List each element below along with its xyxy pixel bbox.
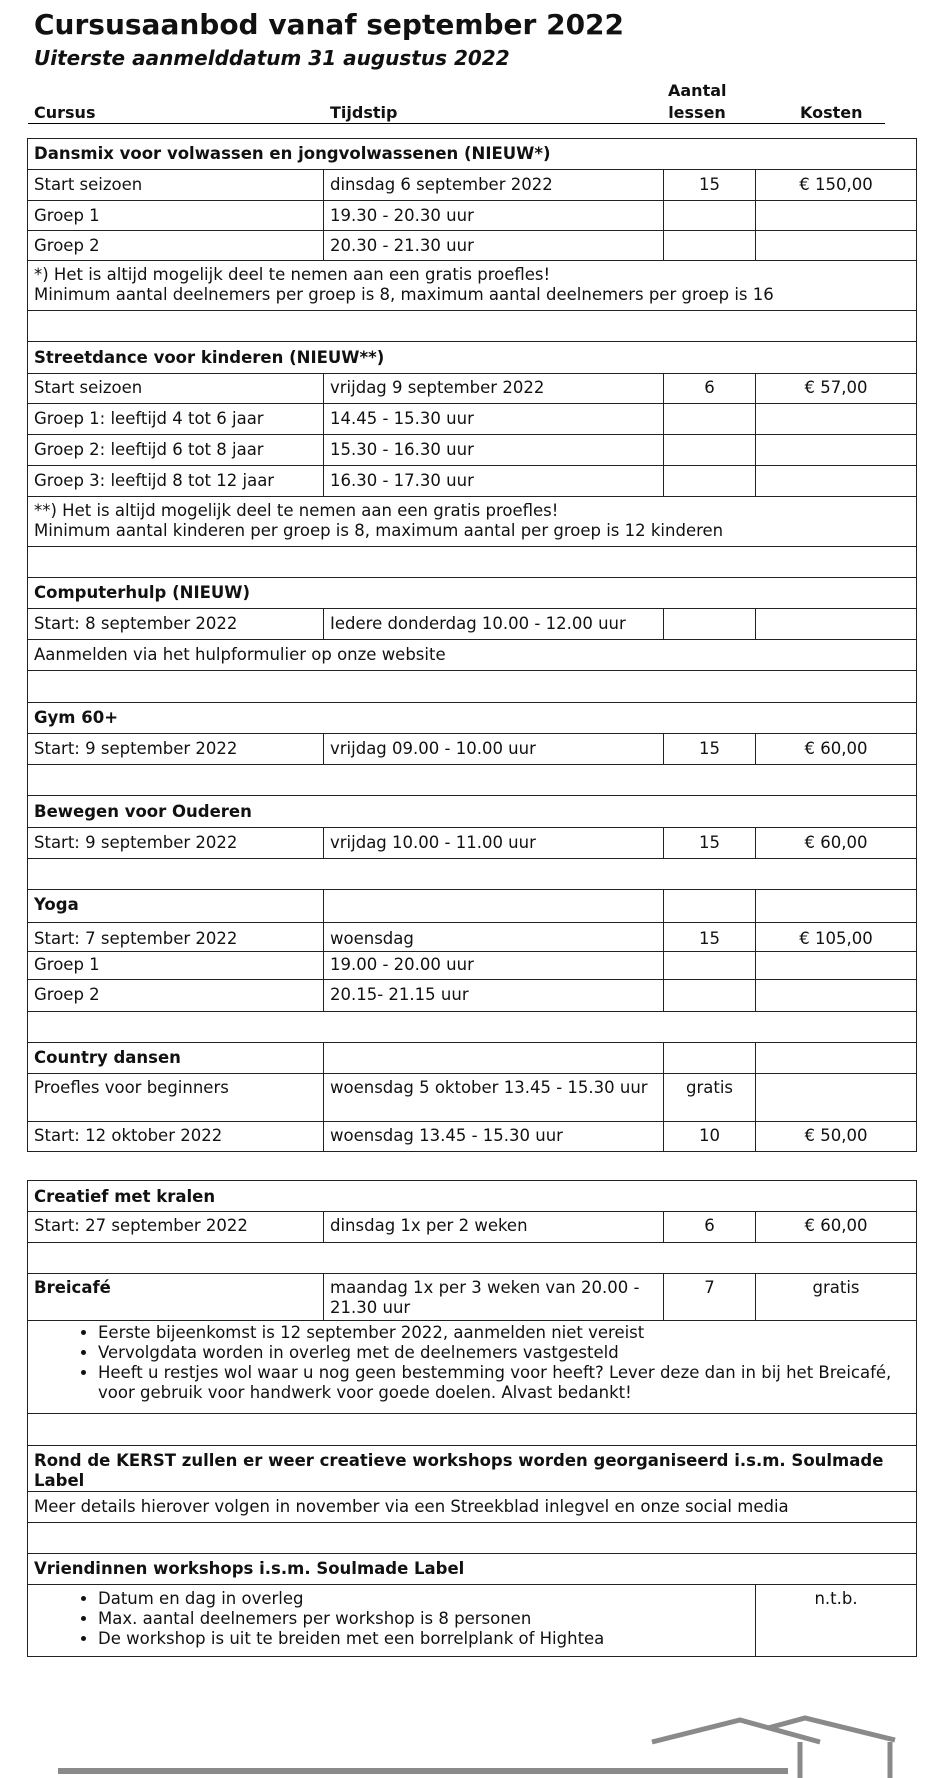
spacer-row: [28, 1414, 917, 1446]
cell-kosten: [756, 231, 917, 261]
cell-lessen: [664, 1043, 756, 1074]
section-streetdance-title: [28, 342, 917, 374]
spacer-cell: [28, 1414, 917, 1446]
cell-lessen: 15: [664, 170, 756, 201]
list-item: • Heeft u restjes wol waar u nog geen bestemming voor heeft? Lever deze dan in bij het Breicafé, voor gebruik voor handwerk voor goede doelen. Alvast bedankt!: [98, 1363, 910, 1403]
cell-kosten: [756, 404, 917, 435]
spacer-cell: [28, 311, 917, 342]
cell-lessen: 10: [664, 1122, 756, 1152]
cell-tijdstip: vrijdag 9 september 2022: [324, 374, 664, 404]
cell-tijdstip: woensdag: [324, 923, 664, 952]
cell-kosten: [756, 201, 917, 231]
note-cell: [28, 1585, 756, 1657]
spacer-cell: [28, 671, 917, 703]
cell-cursus: Groep 1: [28, 201, 324, 231]
cell-tijdstip: vrijdag 10.00 - 11.00 uur: [324, 828, 664, 859]
section-title: Gym 60+: [28, 703, 917, 734]
cell-lessen: 15: [664, 828, 756, 859]
spacer-cell: [28, 1243, 917, 1274]
cell-kosten: € 60,00: [756, 1212, 917, 1243]
table-row: [28, 1585, 917, 1657]
cell-lessen: 7: [664, 1274, 756, 1321]
cell-cursus: Groep 1: [28, 952, 324, 980]
section-title: Bewegen voor Ouderen: [28, 796, 917, 828]
table-row: [28, 1122, 917, 1152]
table-row: [28, 201, 917, 231]
list-item: • Datum en dag in overleg: [98, 1589, 749, 1609]
cell-lessen: 6: [664, 374, 756, 404]
spacer-row: [28, 671, 917, 703]
cell-lessen: [664, 980, 756, 1012]
note-line: Minimum aantal deelnemers per groep is 8, maximum aantal deelnemers per groep is 16: [34, 285, 774, 304]
cell-tijdstip: 19.00 - 20.00 uur: [324, 952, 664, 980]
table-row: [28, 466, 917, 497]
cell-tijdstip: 14.45 - 15.30 uur: [324, 404, 664, 435]
column-header-cursus: Cursus: [34, 103, 96, 122]
section-kerst-title: [28, 1446, 917, 1492]
cell-tijdstip: vrijdag 09.00 - 10.00 uur: [324, 734, 664, 765]
cell-kosten: [756, 466, 917, 497]
bullet-list: [34, 1323, 910, 1403]
house-logo-icon: [0, 1680, 939, 1778]
cell-tijdstip: 16.30 - 17.30 uur: [324, 466, 664, 497]
table-row: [28, 404, 917, 435]
spacer-row: [28, 765, 917, 796]
course-table-2: [27, 1180, 917, 1657]
cell-kosten: € 105,00: [756, 923, 917, 952]
note-cell: Aanmelden via het hulpformulier op onze website: [28, 640, 917, 671]
cell-lessen: 15: [664, 923, 756, 952]
note-line: Minimum aantal kinderen per groep is 8, maximum aantal per groep is 12 kinderen: [34, 521, 724, 540]
cell-lessen: 6: [664, 1212, 756, 1243]
cell-cursus: Start: 9 september 2022: [28, 828, 324, 859]
cell-cursus: Start: 7 september 2022: [28, 923, 324, 952]
table-row: [28, 1212, 917, 1243]
cell-kosten: [756, 952, 917, 980]
table-row: [28, 1274, 917, 1321]
section-title: Computerhulp (NIEUW): [28, 578, 917, 609]
cell-tijdstip: 20.30 - 21.30 uur: [324, 231, 664, 261]
section-note: [28, 1492, 917, 1523]
spacer-cell: [28, 765, 917, 796]
table-row: [28, 980, 917, 1012]
cell-tijdstip: woensdag 13.45 - 15.30 uur: [324, 1122, 664, 1152]
cell-lessen: [664, 435, 756, 466]
spacer-row: [28, 1243, 917, 1274]
section-note: [28, 261, 917, 311]
cell-cursus: Groep 2: leeftijd 6 tot 8 jaar: [28, 435, 324, 466]
page-subtitle: Uiterste aanmelddatum 31 augustus 2022: [34, 46, 510, 70]
list-item: • Vervolgdata worden in overleg met de deelnemers vastgesteld: [98, 1343, 910, 1363]
cell-tijdstip: dinsdag 1x per 2 weken: [324, 1212, 664, 1243]
cell-tijdstip: 19.30 - 20.30 uur: [324, 201, 664, 231]
cell-cursus: Groep 3: leeftijd 8 tot 12 jaar: [28, 466, 324, 497]
column-header-lessen: lessen: [668, 103, 726, 122]
cell-kosten: [756, 980, 917, 1012]
section-country-title: [28, 1043, 917, 1074]
cell-cursus: Groep 2: [28, 980, 324, 1012]
cell-tijdstip: maandag 1x per 3 weken van 20.00 - 21.30 uur: [324, 1274, 664, 1321]
table-row: [28, 828, 917, 859]
list-item: • De workshop is uit te breiden met een borrelplank of Hightea: [98, 1629, 749, 1649]
table-row: [28, 734, 917, 765]
cell-cursus: Start seizoen: [28, 170, 324, 201]
section-title: Breicafé: [28, 1274, 324, 1321]
table-row: [28, 609, 917, 640]
cell-cursus: Groep 2: [28, 231, 324, 261]
spacer-row: [28, 859, 917, 890]
section-computerhulp-title: [28, 578, 917, 609]
cell-kosten: n.t.b.: [756, 1585, 917, 1657]
note-line: *) Het is altijd mogelijk deel te nemen aan een gratis proefles!: [34, 265, 551, 284]
cell-cursus: Start: 8 september 2022: [28, 609, 324, 640]
table-row: [28, 435, 917, 466]
note-cell: [28, 497, 917, 547]
table-row: [28, 374, 917, 404]
cell-kosten: gratis: [756, 1274, 917, 1321]
list-item: • Eerste bijeenkomst is 12 september 2022, aanmelden niet vereist: [98, 1323, 910, 1343]
cell-kosten: € 60,00: [756, 734, 917, 765]
page-title: Cursusaanbod vanaf september 2022: [34, 8, 625, 41]
spacer-cell: [28, 547, 917, 578]
spacer-row: [28, 1012, 917, 1043]
cell-lessen: [664, 952, 756, 980]
column-header-aantal: Aantal: [668, 81, 727, 100]
table-row: [28, 231, 917, 261]
cell-kosten: € 50,00: [756, 1122, 917, 1152]
section-title: Creatief met kralen: [28, 1181, 917, 1212]
cell-kosten: [756, 1074, 917, 1122]
table-row: [28, 1074, 917, 1122]
section-note: [28, 640, 917, 671]
section-title: Vriendinnen workshops i.s.m. Soulmade Label: [28, 1554, 917, 1585]
cell-lessen: [664, 890, 756, 923]
spacer-cell: [28, 1523, 917, 1554]
cell-tijdstip: Iedere donderdag 10.00 - 12.00 uur: [324, 609, 664, 640]
base-line: [58, 1768, 788, 1774]
cell-lessen: 15: [664, 734, 756, 765]
column-header-kosten: Kosten: [800, 103, 863, 122]
cell-kosten: € 60,00: [756, 828, 917, 859]
spacer-row: [28, 1523, 917, 1554]
cell-cursus: Groep 1: leeftijd 4 tot 6 jaar: [28, 404, 324, 435]
list-item: • Max. aantal deelnemers per workshop is 8 personen: [98, 1609, 749, 1629]
header-divider: [28, 123, 885, 124]
course-table: [27, 138, 917, 1152]
cell-tijdstip: [324, 1043, 664, 1074]
cell-kosten: € 150,00: [756, 170, 917, 201]
section-dansmix-title: [28, 139, 917, 170]
cell-tijdstip: [324, 890, 664, 923]
cell-tijdstip: 15.30 - 16.30 uur: [324, 435, 664, 466]
spacer-cell: [28, 1012, 917, 1043]
section-title: Dansmix voor volwassen en jongvolwassenen (NIEUW*): [28, 139, 917, 170]
section-vriendinnen-title: [28, 1554, 917, 1585]
section-yoga-title: [28, 890, 917, 923]
cell-lessen: gratis: [664, 1074, 756, 1122]
cell-kosten: [756, 609, 917, 640]
note-cell: [28, 1321, 917, 1414]
cell-kosten: [756, 890, 917, 923]
cell-kosten: € 57,00: [756, 374, 917, 404]
section-bewegen-title: [28, 796, 917, 828]
section-title: Rond de KERST zullen er weer creatieve workshops worden georganiseerd i.s.m. Soulmade Label: [28, 1446, 917, 1492]
cell-tijdstip: dinsdag 6 september 2022: [324, 170, 664, 201]
section-title: Yoga: [28, 890, 324, 923]
cell-tijdstip: 20.15- 21.15 uur: [324, 980, 664, 1012]
section-title: Streetdance voor kinderen (NIEUW**): [28, 342, 917, 374]
cell-cursus: Start: 27 september 2022: [28, 1212, 324, 1243]
note-line: **) Het is altijd mogelijk deel te nemen aan een gratis proefles!: [34, 501, 559, 520]
cell-lessen: [664, 404, 756, 435]
note-cell: Meer details hierover volgen in november via een Streekblad inlegvel en onze social media: [28, 1492, 917, 1523]
section-title: Country dansen: [28, 1043, 324, 1074]
roof-right: [768, 1718, 895, 1740]
cell-cursus: Start: 9 september 2022: [28, 734, 324, 765]
cell-cursus: Start seizoen: [28, 374, 324, 404]
cell-tijdstip: woensdag 5 oktober 13.45 - 15.30 uur: [324, 1074, 664, 1122]
cell-lessen: [664, 466, 756, 497]
bullet-list: [34, 1589, 749, 1649]
cell-cursus: Proefles voor beginners: [28, 1074, 324, 1122]
table-row: [28, 952, 917, 980]
cell-kosten: [756, 1043, 917, 1074]
table-row: [28, 923, 917, 952]
section-gym-title: [28, 703, 917, 734]
spacer-row: [28, 547, 917, 578]
table-row: [28, 170, 917, 201]
spacer-row: [28, 311, 917, 342]
cell-lessen: [664, 609, 756, 640]
section-note: [28, 497, 917, 547]
note-cell: [28, 261, 917, 311]
section-kralen-title: [28, 1181, 917, 1212]
spacer-cell: [28, 859, 917, 890]
column-header-tijdstip: Tijdstip: [330, 103, 398, 122]
cell-lessen: [664, 201, 756, 231]
cell-cursus: Start: 12 oktober 2022: [28, 1122, 324, 1152]
cell-kosten: [756, 435, 917, 466]
section-note: [28, 1321, 917, 1414]
cell-lessen: [664, 231, 756, 261]
